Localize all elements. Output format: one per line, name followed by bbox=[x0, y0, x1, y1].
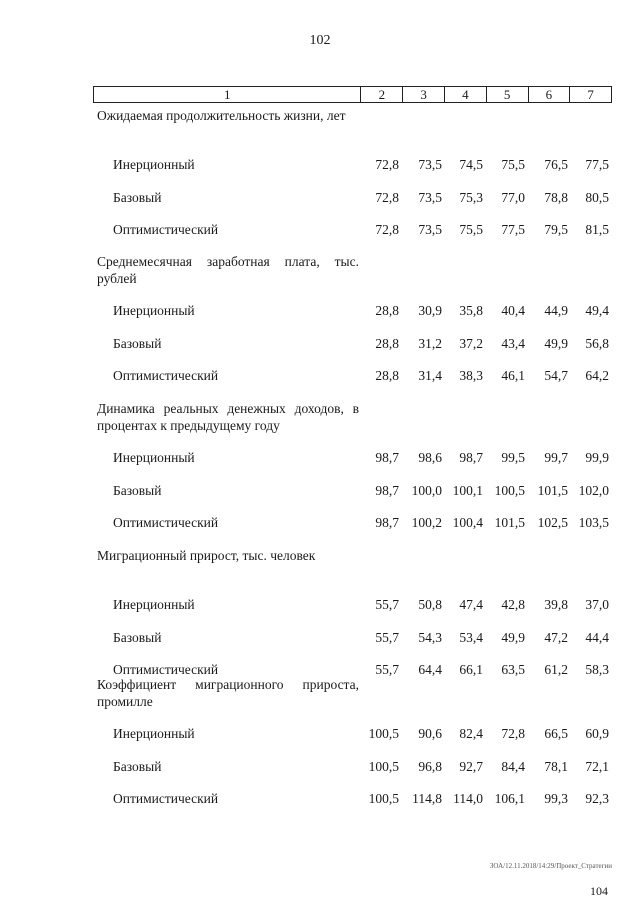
section-title: Ожидаемая продолжительность жизни, лет bbox=[97, 108, 346, 123]
table-cell: 75,3 bbox=[459, 190, 483, 205]
table-cell: 47,4 bbox=[459, 597, 483, 612]
table-cell: 100,4 bbox=[452, 515, 483, 530]
table-cell: 98,7 bbox=[375, 483, 399, 498]
table-cell: 66,5 bbox=[544, 726, 568, 741]
table-cell: 72,8 bbox=[375, 157, 399, 172]
table-cell: 73,5 bbox=[418, 157, 442, 172]
footer-stamp: ЗОА/12.11.2018/14:29/Проект_Стратегии bbox=[489, 862, 612, 870]
table-cell: 90,6 bbox=[418, 726, 442, 741]
table-cell: 99,3 bbox=[544, 791, 568, 806]
row-label: Оптимистический bbox=[113, 662, 219, 677]
header-cell-5: 5 bbox=[486, 87, 528, 102]
table-cell: 55,7 bbox=[375, 662, 399, 677]
table-row bbox=[0, 759, 640, 777]
table-row bbox=[0, 157, 640, 175]
table-cell: 43,4 bbox=[501, 336, 525, 351]
page-number-top: 102 bbox=[309, 33, 331, 48]
table-cell: 72,1 bbox=[585, 759, 609, 774]
table-cell: 28,8 bbox=[375, 303, 399, 318]
table-cell: 37,0 bbox=[585, 597, 609, 612]
table-cell: 76,5 bbox=[544, 157, 568, 172]
table-cell: 102,5 bbox=[537, 515, 568, 530]
table-cell: 31,4 bbox=[418, 368, 442, 383]
row-label: Инерционный bbox=[113, 597, 195, 612]
table-cell: 72,8 bbox=[375, 222, 399, 237]
table-cell: 100,5 bbox=[368, 726, 399, 741]
table-cell: 61,2 bbox=[544, 662, 568, 677]
table-cell: 50,8 bbox=[418, 597, 442, 612]
row-label: Базовый bbox=[113, 190, 162, 205]
table-cell: 54,7 bbox=[544, 368, 568, 383]
table-cell: 100,5 bbox=[368, 759, 399, 774]
table-row bbox=[0, 336, 640, 354]
table-cell: 40,4 bbox=[501, 303, 525, 318]
table-cell: 78,8 bbox=[544, 190, 568, 205]
table-row bbox=[0, 222, 640, 240]
row-label: Оптимистический bbox=[113, 515, 219, 530]
table-row bbox=[0, 450, 640, 468]
table-cell: 72,8 bbox=[375, 190, 399, 205]
table-cell: 37,2 bbox=[459, 336, 483, 351]
table-cell: 46,1 bbox=[501, 368, 525, 383]
table-cell: 98,7 bbox=[375, 450, 399, 465]
table-cell: 101,5 bbox=[494, 515, 525, 530]
table-cell: 39,8 bbox=[544, 597, 568, 612]
table-cell: 77,0 bbox=[501, 190, 525, 205]
table-row bbox=[0, 303, 640, 321]
row-label: Базовый bbox=[113, 630, 162, 645]
table-cell: 103,5 bbox=[578, 515, 609, 530]
table-row bbox=[0, 791, 640, 809]
table-cell: 64,2 bbox=[585, 368, 609, 383]
header-cell-4: 4 bbox=[444, 87, 486, 102]
header-cell-2: 2 bbox=[360, 87, 402, 102]
table-cell: 28,8 bbox=[375, 368, 399, 383]
table-cell: 77,5 bbox=[585, 157, 609, 172]
table-row bbox=[0, 368, 640, 386]
table-cell: 99,7 bbox=[544, 450, 568, 465]
section-title: Миграционный прирост, тыс. человек bbox=[97, 548, 316, 563]
table-cell: 114,0 bbox=[453, 791, 483, 806]
table-cell: 56,8 bbox=[585, 336, 609, 351]
row-label: Инерционный bbox=[113, 726, 195, 741]
table-cell: 64,4 bbox=[418, 662, 442, 677]
table-row bbox=[0, 190, 640, 208]
table-cell: 80,5 bbox=[585, 190, 609, 205]
table-cell: 101,5 bbox=[537, 483, 568, 498]
table-cell: 49,9 bbox=[501, 630, 525, 645]
table-cell: 73,5 bbox=[418, 222, 442, 237]
table-cell: 49,9 bbox=[544, 336, 568, 351]
table-cell: 100,0 bbox=[411, 483, 442, 498]
table-cell: 100,5 bbox=[494, 483, 525, 498]
header-cell-6: 6 bbox=[528, 87, 570, 102]
table-cell: 44,9 bbox=[544, 303, 568, 318]
table-cell: 79,5 bbox=[544, 222, 568, 237]
table-cell: 47,2 bbox=[544, 630, 568, 645]
table-row bbox=[0, 515, 640, 533]
table-cell: 77,5 bbox=[501, 222, 525, 237]
table-cell: 28,8 bbox=[375, 336, 399, 351]
header-cell-3: 3 bbox=[402, 87, 444, 102]
table-cell: 55,7 bbox=[375, 597, 399, 612]
table-cell: 44,4 bbox=[585, 630, 609, 645]
table-cell: 60,9 bbox=[585, 726, 609, 741]
table-cell: 96,8 bbox=[418, 759, 442, 774]
table-cell: 92,7 bbox=[459, 759, 483, 774]
section-title: Среднемесячная заработная плата, тыс. рублей bbox=[97, 254, 359, 286]
table-cell: 72,8 bbox=[501, 726, 525, 741]
section-title: Коэффициент миграционного прироста, промилле bbox=[97, 677, 359, 709]
table-row bbox=[0, 726, 640, 744]
table-cell: 98,7 bbox=[375, 515, 399, 530]
table-cell: 99,9 bbox=[585, 450, 609, 465]
table-cell: 31,2 bbox=[418, 336, 442, 351]
table-cell: 63,5 bbox=[501, 662, 525, 677]
table-cell: 42,8 bbox=[501, 597, 525, 612]
table-cell: 53,4 bbox=[459, 630, 483, 645]
row-label: Оптимистический bbox=[113, 368, 219, 383]
row-label: Оптимистический bbox=[113, 791, 219, 806]
table-cell: 75,5 bbox=[501, 157, 525, 172]
table-cell: 49,4 bbox=[585, 303, 609, 318]
table-cell: 54,3 bbox=[418, 630, 442, 645]
table-cell: 98,6 bbox=[418, 450, 442, 465]
page-number-bottom: 104 bbox=[590, 884, 608, 898]
table-cell: 100,1 bbox=[452, 483, 483, 498]
row-label: Оптимистический bbox=[113, 222, 219, 237]
table-cell: 114,8 bbox=[412, 791, 442, 806]
row-label: Базовый bbox=[113, 336, 162, 351]
table-cell: 84,4 bbox=[501, 759, 525, 774]
table-cell: 30,9 bbox=[418, 303, 442, 318]
table-cell: 75,5 bbox=[459, 222, 483, 237]
header-cell-1: 1 bbox=[223, 86, 231, 102]
header-cell-7: 7 bbox=[569, 87, 611, 102]
table-cell: 55,7 bbox=[375, 630, 399, 645]
table-cell: 73,5 bbox=[418, 190, 442, 205]
row-label: Базовый bbox=[113, 759, 162, 774]
table-cell: 102,0 bbox=[578, 483, 609, 498]
table-cell: 81,5 bbox=[585, 222, 609, 237]
table-cell: 74,5 bbox=[459, 157, 483, 172]
table-cell: 106,1 bbox=[494, 791, 525, 806]
row-label: Инерционный bbox=[113, 157, 195, 172]
table-header-row bbox=[93, 86, 612, 103]
table-cell: 82,4 bbox=[459, 726, 483, 741]
table-cell: 66,1 bbox=[459, 662, 483, 677]
table-row bbox=[0, 483, 640, 501]
row-label: Базовый bbox=[113, 483, 162, 498]
table-cell: 78,1 bbox=[544, 759, 568, 774]
section-title: Динамика реальных денежных доходов, в процентах к предыдущему году bbox=[97, 401, 359, 433]
table-cell: 99,5 bbox=[501, 450, 525, 465]
table-cell: 92,3 bbox=[585, 791, 609, 806]
table-cell: 58,3 bbox=[585, 662, 609, 677]
table-cell: 100,2 bbox=[411, 515, 442, 530]
table-cell: 35,8 bbox=[459, 303, 483, 318]
table-row bbox=[0, 630, 640, 648]
table-cell: 38,3 bbox=[459, 368, 483, 383]
table-cell: 98,7 bbox=[459, 450, 483, 465]
row-label: Инерционный bbox=[113, 450, 195, 465]
table-row bbox=[0, 597, 640, 615]
table-cell: 100,5 bbox=[368, 791, 399, 806]
row-label: Инерционный bbox=[113, 303, 195, 318]
